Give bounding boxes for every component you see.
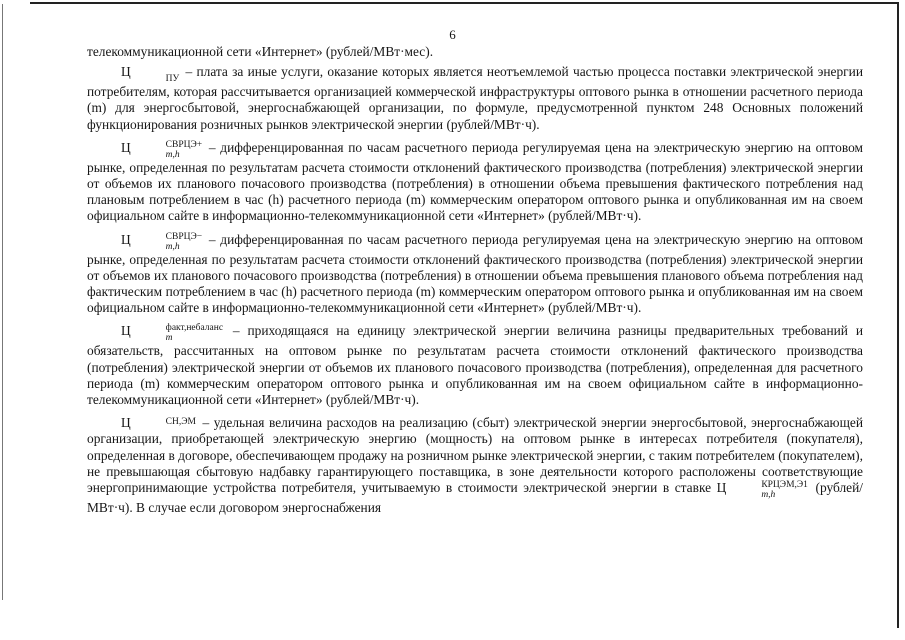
symbol-subscript: m,h [165,241,180,252]
price-symbol: Ц СН,ЭМ [121,415,196,431]
definition-paragraph [87,64,863,133]
symbol-subscript: m [165,333,173,344]
scan-edge-top [30,2,897,4]
price-symbol: Ц СВРЦЭ+ m,h [121,139,203,160]
definition-text: – удельная величина расходов на реализацию (сбыт) электрической энергии энергосбытовой, энергоснабжающей организации, приобретающей электрическую энергию (мощность) на оптовом рынке в интересах потребителя (покупателя), определенная в договоре, обеспечивающем продажу на розничном рынке электрической энергии, с таким потребителем (покупателем), не превышающая сбытовую надбавку гарантирующего поставщика, в зоне деятельности которого расположены соответствующие энергопринимающие устройства потребителя, учитываемую в стоимости электрической энергии в ставке [87,415,863,496]
inline-price-symbol: Ц КРЦЭМ,Э1 m,h [716,480,808,501]
symbol-superscript: КРЦЭМ,Э1 [761,480,808,491]
definition-paragraph [87,232,863,317]
symbol-subscript: m,h [761,490,776,501]
definition-text: – плата за иные услуги, оказание которых является неотъемлемой частью процесса поставки электрической энергии потребителям, которая рассчитывается организацией коммерческой инфраструктуры оптового рынка в отношении расчетного периода (m) для энергосбытовой, энергоснабжающей организации, по формуле, предусмотренной пунктом 248 Основных положений функционирования розничных рынков электрической энергии (рублей/МВт·ч). [87,64,863,132]
definition-paragraph [87,140,863,225]
definition-text: – приходящаяся на единицу электрической энергии величина разницы предварительных требований и обязательств, рассчитанных на оптовом рынке по результатам расчета стоимости отклонений фактического производства (потребления) электрической энергии от объемов их планового почасового производства (потребления), определенная для расчетного периода (m) коммерческим оператором оптового рынка и опубликованная им на своем официальном сайте в информационно-телекоммуникационной сети «Интернет» (рублей/МВт·ч). [87,323,863,408]
document-body [87,44,863,523]
symbol-superscript: СВРЦЭ+ [165,139,203,150]
definition-paragraph [87,415,863,516]
price-symbol: Ц ПУ [121,64,180,85]
definition-paragraph [87,323,863,408]
symbol-superscript: факт,небаланс [165,323,224,334]
symbol-superscript: СН,ЭМ [165,417,196,428]
symbol-superscript: ПУ [165,74,180,85]
definition-text: – дифференцированная по часам расчетного периода регулируемая цена на электрическую энергию на оптовом рынке, определенная по результатам расчета стоимости отклонений фактического производства (потребления) электрической энергии от объемов их планового почасового производства (потребления) в отношении объема превышения фактического потребления над плановым потреблением в час (h) расчетного периода (m) коммерческим оператором оптового рынка и опубликованная им на своем официальном сайте в информационно-телекоммуникационной сети «Интернет» (рублей/МВт·ч). [87,139,863,224]
price-symbol: Ц факт,небаланс m [121,323,224,344]
definition-text: – дифференцированная по часам расчетного периода регулируемая цена на электрическую энергию на оптовом рынке, определенная по результатам расчета стоимости отклонений фактического производства (потребления) электрической энергии от объемов их планового почасового производства (потребления) в отношении объема превышения планового объема потребления над фактическим потреблением в час (h) расчетного периода (m) коммерческим оператором оптового рынка и опубликованная им на своем официальном сайте в информационно-телекоммуникационной сети «Интернет» (рублей/МВт·ч). [87,231,863,316]
definition-text-continued: (рублей/МВт·ч). В случае если договором энергоснабжения [87,480,863,516]
scan-edge-left [2,4,3,600]
symbol-superscript: СВРЦЭ− [165,231,203,242]
scan-edge-right [897,2,899,628]
price-symbol: Ц СВРЦЭ− m,h [121,231,203,252]
page-number: 6 [449,27,456,42]
intro-line: телекоммуникационной сети «Интернет» (рублей/МВт·мес). [87,44,434,59]
symbol-subscript: m,h [165,149,180,160]
